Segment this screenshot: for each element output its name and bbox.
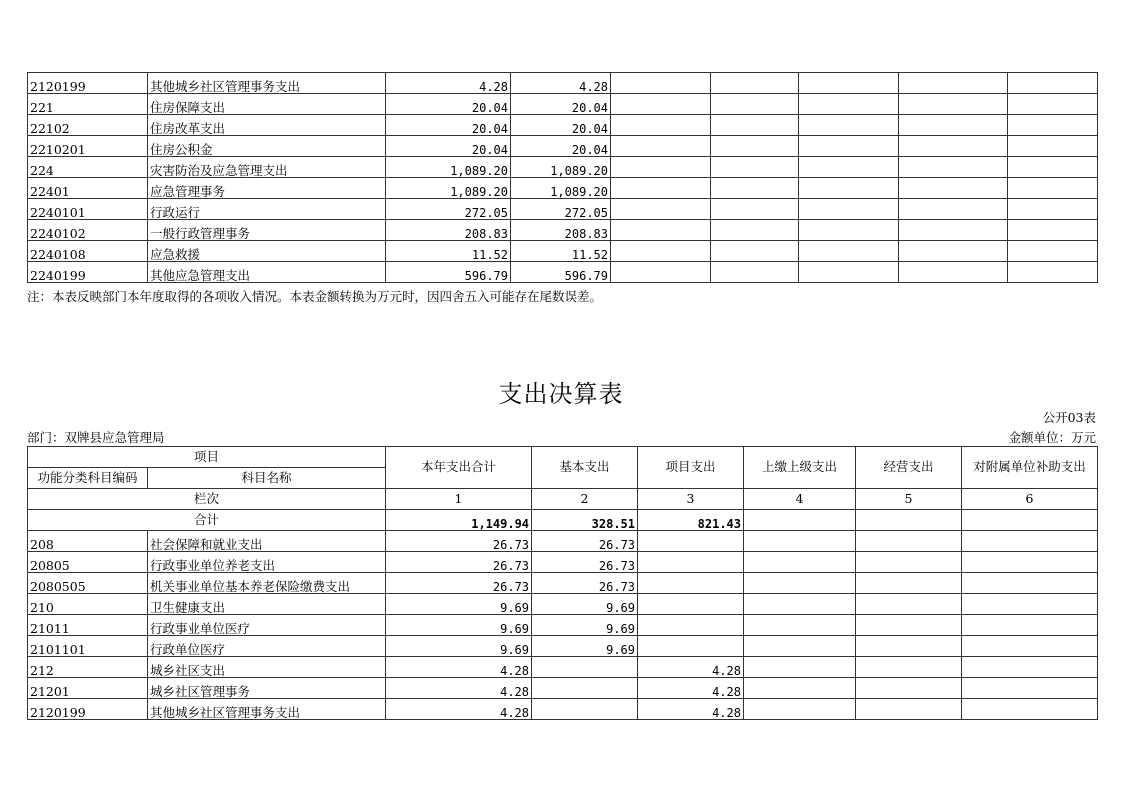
empty-cell xyxy=(899,157,1008,178)
basic-cell: 26.73 xyxy=(532,552,638,573)
subject-name: 一般行政管理事务 xyxy=(148,220,386,241)
empty-cell xyxy=(711,136,799,157)
project-cell xyxy=(638,615,744,636)
subject-code: 20805 xyxy=(28,552,148,573)
empty-cell xyxy=(856,531,962,552)
subject-code: 2240199 xyxy=(28,262,148,283)
empty-cell xyxy=(899,220,1008,241)
empty-cell xyxy=(611,73,711,94)
total-value: 1,149.94 xyxy=(386,510,532,531)
empty-cell xyxy=(744,657,856,678)
empty-cell xyxy=(744,699,856,720)
empty-cell xyxy=(711,178,799,199)
empty-cell xyxy=(1008,94,1098,115)
header-business: 经营支出 xyxy=(856,447,962,489)
subject-name: 其他城乡社区管理事务支出 xyxy=(148,699,386,720)
subject-code: 2240101 xyxy=(28,199,148,220)
empty-cell xyxy=(611,262,711,283)
subject-name: 应急管理事务 xyxy=(148,178,386,199)
header-upper: 上缴上级支出 xyxy=(744,447,856,489)
amount-cell: 272.05 xyxy=(511,199,611,220)
empty-cell xyxy=(962,552,1098,573)
income-table-tail xyxy=(27,72,1098,283)
subject-code: 21201 xyxy=(28,678,148,699)
subject-code: 2080505 xyxy=(28,573,148,594)
table-row xyxy=(28,199,1098,220)
empty-cell xyxy=(1008,199,1098,220)
amount-cell: 11.52 xyxy=(386,241,511,262)
empty-cell xyxy=(962,531,1098,552)
empty-cell xyxy=(1008,73,1098,94)
table-note: 注：本表反映部门本年度取得的各项收入情况。本表金额转换为万元时，因四舍五入可能存在尾数误差。 xyxy=(27,289,603,304)
subject-name: 住房公积金 xyxy=(148,136,386,157)
col-num: 6 xyxy=(962,489,1098,510)
empty-cell xyxy=(611,241,711,262)
basic-cell: 9.69 xyxy=(532,594,638,615)
amount-cell: 20.04 xyxy=(511,136,611,157)
project-cell xyxy=(638,594,744,615)
empty-cell xyxy=(711,94,799,115)
empty-cell xyxy=(799,178,899,199)
subject-name: 行政单位医疗 xyxy=(148,636,386,657)
subject-name: 城乡社区管理事务 xyxy=(148,678,386,699)
table-row xyxy=(28,573,1098,594)
empty-cell xyxy=(611,199,711,220)
amount-cell: 20.04 xyxy=(511,115,611,136)
amount-cell: 208.83 xyxy=(386,220,511,241)
basic-cell: 26.73 xyxy=(532,531,638,552)
header-subsidy: 对附属单位补助支出 xyxy=(962,447,1098,489)
subject-code: 21011 xyxy=(28,615,148,636)
empty-cell xyxy=(744,510,856,531)
subject-name: 卫生健康支出 xyxy=(148,594,386,615)
header-code: 功能分类科目编码 xyxy=(28,468,148,489)
unit-label: 金额单位：万元 xyxy=(1008,430,1096,445)
subject-code: 210 xyxy=(28,594,148,615)
subject-code: 221 xyxy=(28,94,148,115)
empty-cell xyxy=(1008,115,1098,136)
subject-code: 2240102 xyxy=(28,220,148,241)
empty-cell xyxy=(711,262,799,283)
subject-code: 212 xyxy=(28,657,148,678)
table-row xyxy=(28,220,1098,241)
project-cell xyxy=(638,573,744,594)
expense-table xyxy=(27,446,1098,720)
total-cell: 26.73 xyxy=(386,531,532,552)
empty-cell xyxy=(799,157,899,178)
page-title: 支出决算表 xyxy=(498,380,624,408)
amount-cell: 272.05 xyxy=(386,199,511,220)
amount-cell: 1,089.20 xyxy=(386,178,511,199)
subject-code: 22102 xyxy=(28,115,148,136)
empty-cell xyxy=(711,220,799,241)
subject-code: 2240108 xyxy=(28,241,148,262)
total-cell: 26.73 xyxy=(386,573,532,594)
subject-name: 其他城乡社区管理事务支出 xyxy=(148,73,386,94)
empty-cell xyxy=(856,573,962,594)
basic-cell xyxy=(532,657,638,678)
empty-cell xyxy=(744,594,856,615)
empty-cell xyxy=(799,199,899,220)
department-label: 部门：双牌县应急管理局 xyxy=(27,430,165,445)
amount-cell: 1,089.20 xyxy=(511,157,611,178)
empty-cell xyxy=(711,157,799,178)
empty-cell xyxy=(962,594,1098,615)
empty-cell xyxy=(611,220,711,241)
table-row xyxy=(28,678,1098,699)
table-row xyxy=(28,178,1098,199)
empty-cell xyxy=(611,178,711,199)
empty-cell xyxy=(962,699,1098,720)
empty-cell xyxy=(1008,220,1098,241)
table-row xyxy=(28,157,1098,178)
empty-cell xyxy=(1008,136,1098,157)
empty-cell xyxy=(899,262,1008,283)
col-num: 5 xyxy=(856,489,962,510)
basic-cell: 9.69 xyxy=(532,636,638,657)
project-cell: 4.28 xyxy=(638,678,744,699)
subject-name: 城乡社区支出 xyxy=(148,657,386,678)
empty-cell xyxy=(799,73,899,94)
table-row xyxy=(28,136,1098,157)
project-cell: 4.28 xyxy=(638,657,744,678)
empty-cell xyxy=(711,241,799,262)
empty-cell xyxy=(744,678,856,699)
empty-cell xyxy=(962,510,1098,531)
subject-name: 行政运行 xyxy=(148,199,386,220)
empty-cell xyxy=(856,636,962,657)
empty-cell xyxy=(962,573,1098,594)
subject-name: 行政事业单位养老支出 xyxy=(148,552,386,573)
subject-name: 其他应急管理支出 xyxy=(148,262,386,283)
project-cell xyxy=(638,531,744,552)
amount-cell: 596.79 xyxy=(511,262,611,283)
table-row xyxy=(28,73,1098,94)
total-basic: 328.51 xyxy=(532,510,638,531)
basic-cell xyxy=(532,699,638,720)
total-cell: 4.28 xyxy=(386,657,532,678)
header-basic: 基本支出 xyxy=(532,447,638,489)
amount-cell: 20.04 xyxy=(386,115,511,136)
subject-name: 应急救援 xyxy=(148,241,386,262)
total-cell: 4.28 xyxy=(386,699,532,720)
table-row xyxy=(28,657,1098,678)
empty-cell xyxy=(744,615,856,636)
empty-cell xyxy=(744,636,856,657)
subject-name: 住房保障支出 xyxy=(148,94,386,115)
empty-cell xyxy=(856,615,962,636)
empty-cell xyxy=(799,136,899,157)
amount-cell: 20.04 xyxy=(386,136,511,157)
table-row xyxy=(28,615,1098,636)
header-project: 项目支出 xyxy=(638,447,744,489)
project-cell xyxy=(638,636,744,657)
empty-cell xyxy=(744,573,856,594)
subject-code: 2120199 xyxy=(28,699,148,720)
table-row xyxy=(28,241,1098,262)
empty-cell xyxy=(611,115,711,136)
total-cell: 4.28 xyxy=(386,678,532,699)
empty-cell xyxy=(711,73,799,94)
col-num: 1 xyxy=(386,489,532,510)
amount-cell: 1,089.20 xyxy=(511,178,611,199)
empty-cell xyxy=(744,531,856,552)
empty-cell xyxy=(899,94,1008,115)
col-label: 栏次 xyxy=(28,489,386,510)
empty-cell xyxy=(799,262,899,283)
total-cell: 9.69 xyxy=(386,636,532,657)
total-label: 合计 xyxy=(28,510,386,531)
project-cell: 4.28 xyxy=(638,699,744,720)
empty-cell xyxy=(962,615,1098,636)
subject-name: 机关事业单位基本养老保险缴费支出 xyxy=(148,573,386,594)
amount-cell: 11.52 xyxy=(511,241,611,262)
empty-cell xyxy=(899,199,1008,220)
header-total: 本年支出合计 xyxy=(386,447,532,489)
empty-cell xyxy=(856,699,962,720)
empty-cell xyxy=(856,678,962,699)
total-project: 821.43 xyxy=(638,510,744,531)
empty-cell xyxy=(962,678,1098,699)
empty-cell xyxy=(856,657,962,678)
basic-cell: 9.69 xyxy=(532,615,638,636)
amount-cell: 4.28 xyxy=(386,73,511,94)
empty-cell xyxy=(899,241,1008,262)
empty-cell xyxy=(899,178,1008,199)
table-row xyxy=(28,552,1098,573)
table-row xyxy=(28,94,1098,115)
empty-cell xyxy=(799,220,899,241)
empty-cell xyxy=(744,552,856,573)
empty-cell xyxy=(899,73,1008,94)
empty-cell xyxy=(611,136,711,157)
empty-cell xyxy=(711,115,799,136)
basic-cell xyxy=(532,678,638,699)
empty-cell xyxy=(711,199,799,220)
table-row xyxy=(28,115,1098,136)
subject-code: 2101101 xyxy=(28,636,148,657)
empty-cell xyxy=(899,136,1008,157)
total-cell: 9.69 xyxy=(386,615,532,636)
header-item: 项目 xyxy=(28,447,386,468)
header-name: 科目名称 xyxy=(148,468,386,489)
empty-cell xyxy=(799,115,899,136)
table-row xyxy=(28,594,1098,615)
amount-cell: 596.79 xyxy=(386,262,511,283)
empty-cell xyxy=(856,552,962,573)
amount-cell: 1,089.20 xyxy=(386,157,511,178)
empty-cell xyxy=(799,241,899,262)
subject-code: 2210201 xyxy=(28,136,148,157)
empty-cell xyxy=(899,115,1008,136)
subject-code: 2120199 xyxy=(28,73,148,94)
col-num: 2 xyxy=(532,489,638,510)
empty-cell xyxy=(856,510,962,531)
empty-cell xyxy=(962,636,1098,657)
subject-name: 行政事业单位医疗 xyxy=(148,615,386,636)
empty-cell xyxy=(1008,178,1098,199)
table-row xyxy=(28,699,1098,720)
project-cell xyxy=(638,552,744,573)
total-cell: 26.73 xyxy=(386,552,532,573)
subject-code: 224 xyxy=(28,157,148,178)
subject-code: 22401 xyxy=(28,178,148,199)
table-row xyxy=(28,531,1098,552)
empty-cell xyxy=(1008,241,1098,262)
empty-cell xyxy=(611,157,711,178)
basic-cell: 26.73 xyxy=(532,573,638,594)
amount-cell: 20.04 xyxy=(511,94,611,115)
amount-cell: 20.04 xyxy=(386,94,511,115)
col-num: 3 xyxy=(638,489,744,510)
table-code: 公开03表 xyxy=(1042,410,1096,425)
subject-name: 灾害防治及应急管理支出 xyxy=(148,157,386,178)
amount-cell: 4.28 xyxy=(511,73,611,94)
subject-name: 住房改革支出 xyxy=(148,115,386,136)
subject-name: 社会保障和就业支出 xyxy=(148,531,386,552)
table-row xyxy=(28,262,1098,283)
empty-cell xyxy=(1008,262,1098,283)
total-cell: 9.69 xyxy=(386,594,532,615)
empty-cell xyxy=(611,94,711,115)
empty-cell xyxy=(962,657,1098,678)
table-row xyxy=(28,636,1098,657)
amount-cell: 208.83 xyxy=(511,220,611,241)
subject-code: 208 xyxy=(28,531,148,552)
empty-cell xyxy=(1008,157,1098,178)
empty-cell xyxy=(856,594,962,615)
empty-cell xyxy=(799,94,899,115)
col-num: 4 xyxy=(744,489,856,510)
